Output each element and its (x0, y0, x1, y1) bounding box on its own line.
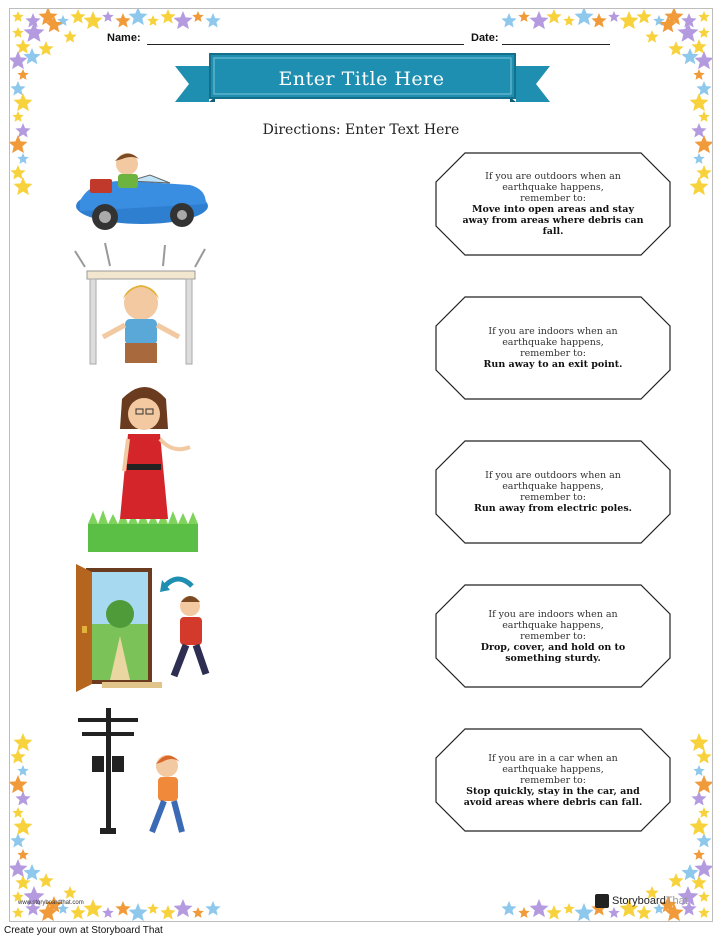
decorative-star-icon (17, 69, 28, 80)
door-exit-illustration (70, 564, 210, 694)
decorative-star-icon (10, 859, 28, 877)
decorative-star-icon (575, 903, 594, 921)
info-card-2 (435, 296, 671, 400)
card-intro-line: If you are outdoors when an (485, 171, 621, 182)
decorative-star-icon (38, 41, 53, 56)
decorative-star-icon (698, 807, 709, 818)
card-intro-line: earthquake happens, (502, 337, 604, 348)
decorative-star-icon (17, 849, 28, 860)
decorative-star-icon (501, 901, 516, 916)
decorative-star-icon (678, 22, 699, 42)
decorative-star-icon (14, 93, 33, 111)
card-intro-line: If you are indoors when an (488, 608, 618, 620)
storyboard-logo[interactable] (595, 892, 688, 910)
card-intro-line: earthquake happens, (502, 182, 604, 193)
woman-on-grass-illustration (78, 379, 208, 554)
decorative-star-icon (192, 907, 203, 918)
info-card-5 (435, 728, 671, 832)
decorative-star-icon (698, 111, 709, 122)
directions-text[interactable]: Directions: Enter Text Here (262, 122, 460, 138)
decorative-star-icon (12, 907, 23, 918)
decorative-star-icon (115, 901, 130, 916)
decorative-star-icon (668, 873, 683, 888)
decorative-star-icon (698, 11, 709, 22)
decorative-star-icon (530, 899, 549, 917)
card-action-text: Run away from electric poles. (474, 503, 632, 514)
decorative-star-icon (591, 13, 606, 28)
decorative-star-icon (530, 11, 549, 29)
decorative-star-icon (645, 30, 658, 43)
decorative-star-icon (696, 749, 711, 764)
worksheet-page (9, 8, 713, 922)
decorative-star-icon (693, 849, 704, 860)
decorative-star-icon (10, 81, 25, 96)
decorative-star-icon (160, 9, 175, 24)
decorative-star-icon (205, 13, 220, 28)
decorative-star-icon (546, 905, 561, 920)
card-intro-line: remember to: (520, 193, 586, 204)
card-intro-line: If you are in a car when an (488, 752, 618, 764)
decorative-star-icon (38, 873, 53, 888)
decorative-star-icon (15, 791, 30, 806)
decorative-star-icon (698, 907, 709, 918)
decorative-star-icon (12, 27, 23, 38)
decorative-star-icon (690, 733, 709, 751)
decorative-star-icon (698, 891, 709, 902)
card-intro-line: earthquake happens, (502, 763, 604, 775)
decorative-star-icon (17, 153, 28, 164)
card-intro-line: If you are indoors when an (488, 326, 618, 337)
decorative-star-icon (63, 886, 76, 899)
decorative-star-icon (12, 111, 23, 122)
decorative-star-icon (668, 41, 683, 56)
decorative-star-icon (12, 807, 23, 818)
date-field[interactable] (502, 34, 610, 45)
page-title[interactable]: Enter Title Here (278, 68, 445, 90)
decorative-star-icon (129, 9, 148, 25)
card-intro-line: remember to: (520, 774, 586, 786)
decorative-star-icon (693, 765, 704, 776)
decorative-star-icon (690, 817, 709, 835)
decorative-star-icon (10, 833, 25, 848)
decorative-star-icon (518, 11, 529, 22)
decorative-star-icon (563, 15, 574, 26)
date-label: Date: (471, 32, 499, 44)
decorative-star-icon (693, 153, 704, 164)
decorative-star-icon (636, 9, 651, 24)
decorative-star-icon (17, 765, 28, 776)
info-card-1 (435, 152, 671, 256)
card-intro-line: remember to: (520, 348, 586, 359)
decorative-star-icon (695, 859, 713, 877)
card-intro-line: earthquake happens, (502, 481, 604, 492)
logo-text: Storyboard (612, 895, 666, 907)
info-card-4 (435, 584, 671, 688)
decorative-star-icon (24, 22, 45, 42)
decorative-star-icon (695, 775, 713, 793)
decorative-star-icon (575, 9, 594, 25)
name-label: Name: (107, 32, 141, 44)
decorative-star-icon (147, 15, 158, 26)
decorative-star-icon (14, 817, 33, 835)
decorative-star-icon (174, 899, 193, 917)
card-action-text: Stop quickly, stay in the car, and avoid areas where debris can fall. (463, 785, 643, 808)
decorative-star-icon (115, 13, 130, 28)
decorative-star-icon (518, 907, 529, 918)
decorative-star-icon (63, 30, 76, 43)
card-action-text: Drop, cover, and hold on to something sturdy. (480, 641, 626, 664)
decorative-star-icon (691, 791, 706, 806)
page-footer-caption[interactable]: Create your own at Storyboard That (4, 925, 163, 936)
decorative-star-icon (696, 833, 711, 848)
decorative-star-icon (696, 165, 711, 180)
decorative-star-icon (10, 775, 28, 793)
child-under-table-illustration (65, 241, 210, 369)
decorative-star-icon (690, 177, 709, 195)
info-card-3 (435, 440, 671, 544)
decorative-star-icon (10, 51, 28, 69)
card-intro-line: remember to: (520, 630, 586, 642)
card-action-text: Run away to an exit point. (483, 359, 623, 370)
electric-pole-illustration (72, 704, 202, 844)
name-field[interactable] (147, 34, 464, 45)
decorative-star-icon (546, 9, 561, 24)
decorative-star-icon (192, 11, 203, 22)
decorative-star-icon (693, 69, 704, 80)
decorative-star-icon (84, 11, 103, 29)
decorative-star-icon (10, 165, 25, 180)
decorative-star-icon (174, 11, 193, 29)
decorative-star-icon (147, 903, 158, 914)
card-action-text: Move into open areas and stay away from areas where debris can fall. (462, 204, 644, 237)
car-driver-illustration (70, 149, 210, 234)
card-intro-line: If you are outdoors when an (485, 470, 621, 481)
decorative-star-icon (14, 733, 33, 751)
decorative-star-icon (620, 11, 639, 29)
logo-suffix: That (665, 895, 688, 907)
decorative-star-icon (12, 11, 23, 22)
decorative-star-icon (129, 903, 148, 921)
decorative-star-icon (70, 9, 85, 24)
decorative-star-icon (205, 901, 220, 916)
decorative-star-icon (696, 81, 711, 96)
card-intro-line: earthquake happens, (502, 619, 604, 631)
decorative-star-icon (501, 13, 516, 28)
decorative-star-icon (84, 899, 103, 917)
decorative-star-icon (608, 11, 619, 22)
decorative-star-icon (102, 11, 113, 22)
footer-url: www.storyboardthat.com (18, 900, 84, 906)
card-intro-line: remember to: (520, 492, 586, 503)
decorative-star-icon (563, 903, 574, 914)
decorative-star-icon (14, 177, 33, 195)
storyboard-logo-icon (595, 894, 609, 908)
decorative-star-icon (698, 27, 709, 38)
decorative-star-icon (102, 907, 113, 918)
decorative-star-icon (690, 93, 709, 111)
decorative-star-icon (695, 51, 713, 69)
decorative-star-icon (160, 905, 175, 920)
decorative-star-icon (70, 905, 85, 920)
decorative-star-icon (10, 749, 25, 764)
